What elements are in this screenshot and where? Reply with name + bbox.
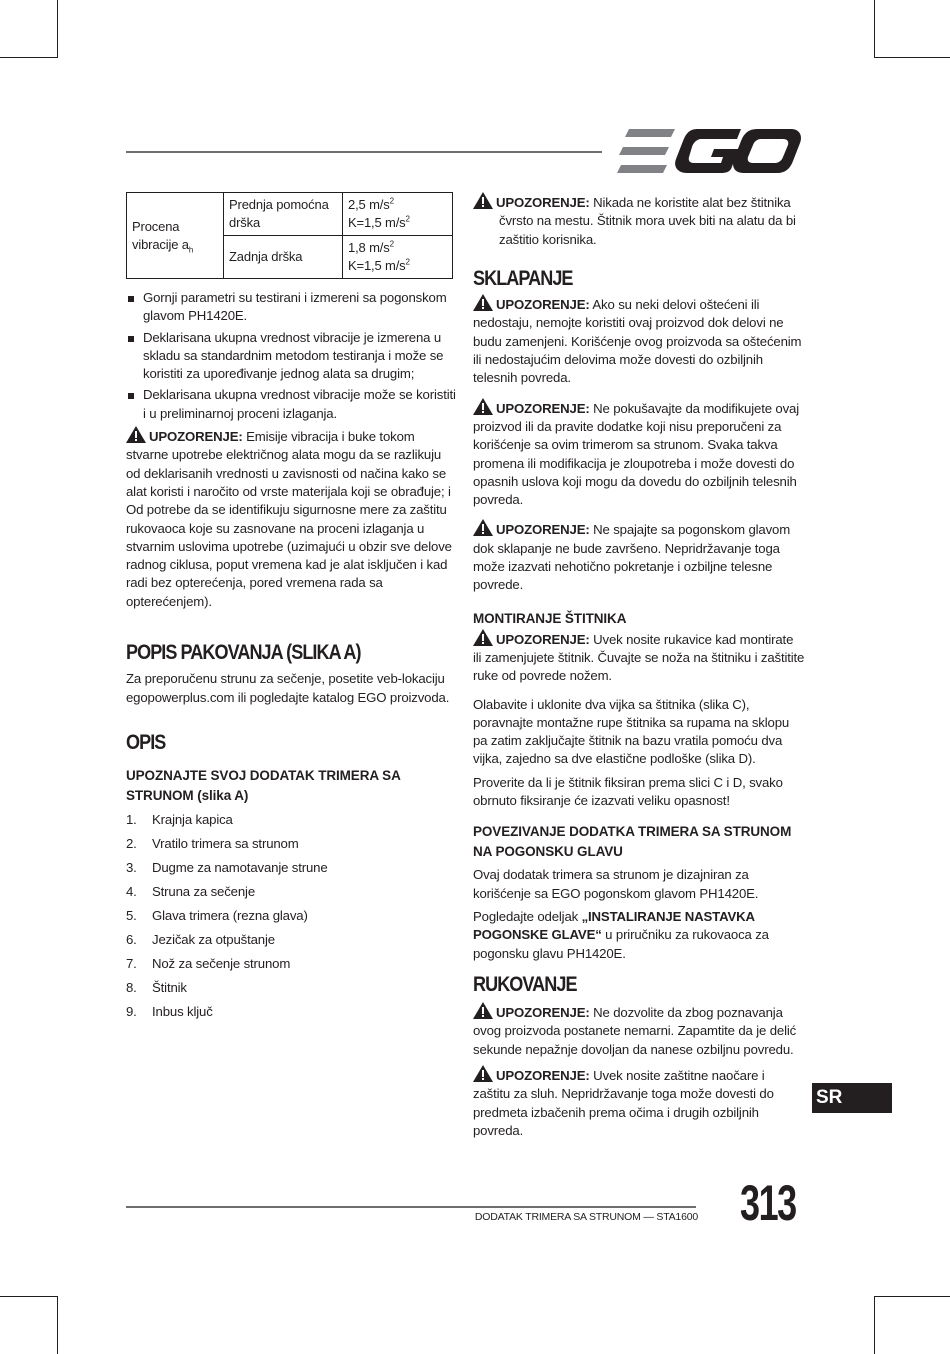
crop-mark bbox=[0, 1296, 58, 1297]
part-label: Štitnik bbox=[152, 980, 187, 996]
warning-icon bbox=[473, 294, 493, 311]
warning-icon bbox=[473, 629, 493, 646]
parts-list bbox=[126, 808, 456, 1024]
list-item bbox=[126, 832, 456, 856]
ego-logo bbox=[617, 129, 801, 173]
guard-mounting-heading: MONTIRANJE ŠTITNIKA bbox=[473, 610, 627, 626]
guard-mounting-note: Proverite da li je štitnik fiksiran prema slici C i D, svako obrnuto fiksiranje će izazvati veliku opasnost! bbox=[473, 774, 783, 809]
connecting-text: Ovaj dodatak trimera sa strunom je dizajniran za korišćenje sa EGO pogonskom glavom PH1420E. bbox=[473, 867, 759, 901]
vibration-value-exp: 2 bbox=[389, 239, 394, 249]
reference-text: Pogledajte odeljak bbox=[473, 908, 582, 924]
warning-text: Ako su neki delovi oštećeni ili nedostaju, nemojte koristiti ovaj proizvod dok delovi ne budu zamenjeni. Korišćenje ovog proizvoda sa oštećenim ili nedostajućim delovima može dovesti do ozbiljnih telesnih povreda. bbox=[473, 297, 802, 386]
uncertainty-exp: 2 bbox=[405, 257, 410, 267]
warning-label: UPOZORENJE: bbox=[496, 195, 590, 210]
vibration-table bbox=[126, 192, 453, 279]
connecting-reference bbox=[473, 908, 805, 963]
packing-text: Za preporučenu strunu za sečenje, posetite veb-lokaciju egopowerplus.com ili pogledajte katalog EGO proizvoda. bbox=[126, 671, 450, 705]
uncertainty-value: K=1,5 m/s bbox=[348, 215, 406, 230]
reference-text: u priručniku za rukovaoca za pogonsku glavu PH1420E. bbox=[473, 927, 769, 961]
warning-icon bbox=[473, 192, 493, 209]
list-item: Deklarisana ukupna vrednost vibracije može se koristiti i u preliminarnoj proceni izlaganja. bbox=[126, 386, 456, 423]
part-label: Inbus ključ bbox=[152, 1004, 213, 1020]
guard-warning bbox=[473, 192, 805, 249]
section-heading-packing: POPIS PAKOVANJA (SLIKA A) bbox=[126, 641, 361, 665]
warning-label: UPOZORENJE: bbox=[496, 1005, 590, 1021]
warning-text: Ne dozvolite da zbog poznavanja ovog proizvoda postanete nemarni. Zapamtite da je delić sekunde nepažnje dovoljan da nanese ozbiljnu povredu. bbox=[473, 1005, 797, 1057]
operation-warning bbox=[473, 1002, 805, 1059]
language-tab: SR bbox=[812, 1083, 892, 1113]
warning-icon bbox=[473, 519, 493, 536]
list-item bbox=[126, 1000, 456, 1024]
part-number: 9. bbox=[126, 1004, 137, 1020]
vibration-value: 1,8 m/s bbox=[348, 240, 390, 255]
left-column bbox=[126, 192, 456, 1024]
handle-cell bbox=[224, 193, 343, 236]
value-cell bbox=[343, 193, 453, 236]
warning-text: Ne pokušavajte da modifikujete ovaj proizvod ili da pravite dodatke koji nisu preporučeni za korišćenje sa ovim trimerom sa strunom. Svaka takva promena ili modifikacija je zloupotreba i može dovesti do opasnih uslova koji mogu da dovedu do ozbiljnih telesnih povreda. bbox=[473, 400, 799, 508]
warning-icon bbox=[126, 426, 146, 443]
assembly-warning bbox=[473, 519, 805, 594]
connecting-heading: POVEZIVANJE DODATKA TRIMERA SA STRUNOM NA POGONSKU GLAVU bbox=[473, 824, 792, 860]
warning-text: Uvek nosite rukavice kad montirate ili zamenjujete štitnik. Čuvajte se noža na štitniku i zaštitite ruke od povrede nožem. bbox=[473, 631, 805, 684]
part-label: Glava trimera (rezna glava) bbox=[152, 908, 308, 924]
section-heading-rukovanje: RUKOVANJE bbox=[473, 972, 577, 996]
list-item bbox=[126, 880, 456, 904]
crop-mark bbox=[874, 1296, 875, 1354]
part-number: 2. bbox=[126, 836, 137, 852]
parts-subheading: UPOZNAJTE SVOJ DODATAK TRIMERA SA STRUNOM (slika A) bbox=[126, 768, 401, 804]
part-label: Jezičak za otpuštanje bbox=[152, 932, 275, 948]
list-item: Deklarisana ukupna vrednost vibracije je izmerena u skladu sa standardnim metodom testiranja i može se koristiti za upoređivanje jednog alata sa drugim; bbox=[126, 329, 456, 384]
uncertainty-value: K=1,5 m/s bbox=[348, 258, 406, 273]
page-number: 313 bbox=[740, 1175, 796, 1231]
part-number: 1. bbox=[126, 812, 137, 828]
warning-label: UPOZORENJE: bbox=[496, 631, 590, 647]
crop-mark bbox=[874, 0, 875, 58]
list-item bbox=[126, 904, 456, 928]
crop-mark bbox=[57, 1296, 58, 1354]
guard-mounting-warning bbox=[473, 629, 805, 686]
header-rule bbox=[126, 151, 602, 153]
crop-mark bbox=[57, 0, 58, 58]
part-label: Struna za sečenje bbox=[152, 884, 256, 900]
vibration-notes bbox=[126, 289, 456, 423]
list-item bbox=[126, 952, 456, 976]
section-heading-sklapanje: SKLAPANJE bbox=[473, 266, 573, 290]
vibration-value: 2,5 m/s bbox=[348, 197, 390, 212]
warning-icon bbox=[473, 1065, 493, 1082]
assembly-warning bbox=[473, 294, 805, 387]
warning-text: Nikada ne koristite alat bez štitnika čvrsto na mestu. Štitnik mora uvek biti na alatu da bi zaštitio korisnika. bbox=[499, 195, 796, 247]
warning-text: Emisije vibracija i buke tokom stvarne upotrebe električnog alata mogu da se razlikuju od deklarisanih vrednosti u zavisnosti od načina kako se alat koristi i naročito od vrste materijala koji se obrađuje; i Od potrebe da se identifikuju sigurnosne mere za zaštitu rukovaoca koje su zasnovane na proceni izlaganja u stvarnim uslovima upotrebe (uzimajući u obzir sve delove radnog ciklusa, poput vremena kad je alat isključen i kad radi bez opterećenja, pored vremena rada sa opterećenjem). bbox=[126, 429, 452, 609]
part-number: 6. bbox=[126, 932, 137, 948]
list-item bbox=[126, 928, 456, 952]
crop-mark bbox=[874, 1296, 950, 1297]
part-label: Nož za sečenje strunom bbox=[152, 956, 291, 972]
part-label: Dugme za namotavanje strune bbox=[152, 860, 328, 876]
part-label: Vratilo trimera sa strunom bbox=[152, 836, 299, 852]
part-number: 3. bbox=[126, 860, 137, 876]
list-item: Gornji parametri su testirani i izmereni sa pogonskom glavom PH1420E. bbox=[126, 289, 456, 326]
warning-label: UPOZORENJE: bbox=[496, 297, 590, 313]
uncertainty-exp: 2 bbox=[405, 214, 410, 224]
warning-icon bbox=[473, 1002, 493, 1019]
reference-section: „INSTALIRANJE NASTAVKA POGONSKE GLAVE“ bbox=[473, 908, 755, 943]
vibration-label-cell bbox=[127, 193, 224, 279]
part-number: 7. bbox=[126, 956, 137, 972]
warning-label: UPOZORENJE: bbox=[496, 522, 590, 538]
vibration-value-exp: 2 bbox=[389, 196, 394, 206]
warning-label: UPOZORENJE: bbox=[496, 1067, 590, 1083]
list-item bbox=[126, 976, 456, 1000]
warning-text: Ne spajajte sa pogonskom glavom dok sklapanje ne bude završeno. Nepridržavanje toga može izazvati nehotično pokretanje i ozbiljne telesne povrede. bbox=[473, 522, 791, 593]
handle-label: Prednja pomoćna drška bbox=[229, 197, 329, 230]
right-column bbox=[473, 192, 805, 1145]
list-item bbox=[126, 808, 456, 832]
footer-rule bbox=[126, 1206, 696, 1208]
value-cell bbox=[343, 236, 453, 279]
part-number: 5. bbox=[126, 908, 137, 924]
operation-warning bbox=[473, 1065, 805, 1140]
footer-title: DODATAK TRIMERA SA STRUNOM — STA1600 bbox=[474, 1211, 698, 1223]
vibration-label: Procena vibracije a bbox=[132, 218, 189, 252]
part-number: 4. bbox=[126, 884, 137, 900]
crop-mark bbox=[0, 57, 58, 58]
warning-text: Uvek nosite zaštitne naočare i zaštitu za sluh. Nepridržavanje toga može dovesti do predmeta izbačenih prema očima i drugih ozbiljnih povreda. bbox=[473, 1067, 774, 1138]
part-number: 8. bbox=[126, 980, 137, 996]
section-heading-opis: OPIS bbox=[126, 730, 166, 754]
warning-label: UPOZORENJE: bbox=[496, 400, 590, 416]
crop-mark bbox=[874, 57, 950, 58]
warning-label: UPOZORENJE: bbox=[149, 429, 243, 445]
vibration-label-sub: h bbox=[188, 245, 194, 255]
assembly-warning bbox=[473, 398, 805, 510]
handle-cell bbox=[224, 236, 343, 279]
warning-icon bbox=[473, 398, 493, 415]
handle-label: Zadnja drška bbox=[229, 249, 303, 264]
part-label: Krajnja kapica bbox=[152, 812, 233, 828]
guard-mounting-text: Olabavite i uklonite dva vijka sa štitnika (slika C), poravnajte montažne rupe štitnika sa rupama na sklopu pa zatim zaključajte štitnik na bazu vratila pomoću dva vijka, zajedno sa dve elastične podloške (slika D). bbox=[473, 696, 790, 767]
vibration-warning bbox=[126, 426, 456, 611]
list-item bbox=[126, 856, 456, 880]
